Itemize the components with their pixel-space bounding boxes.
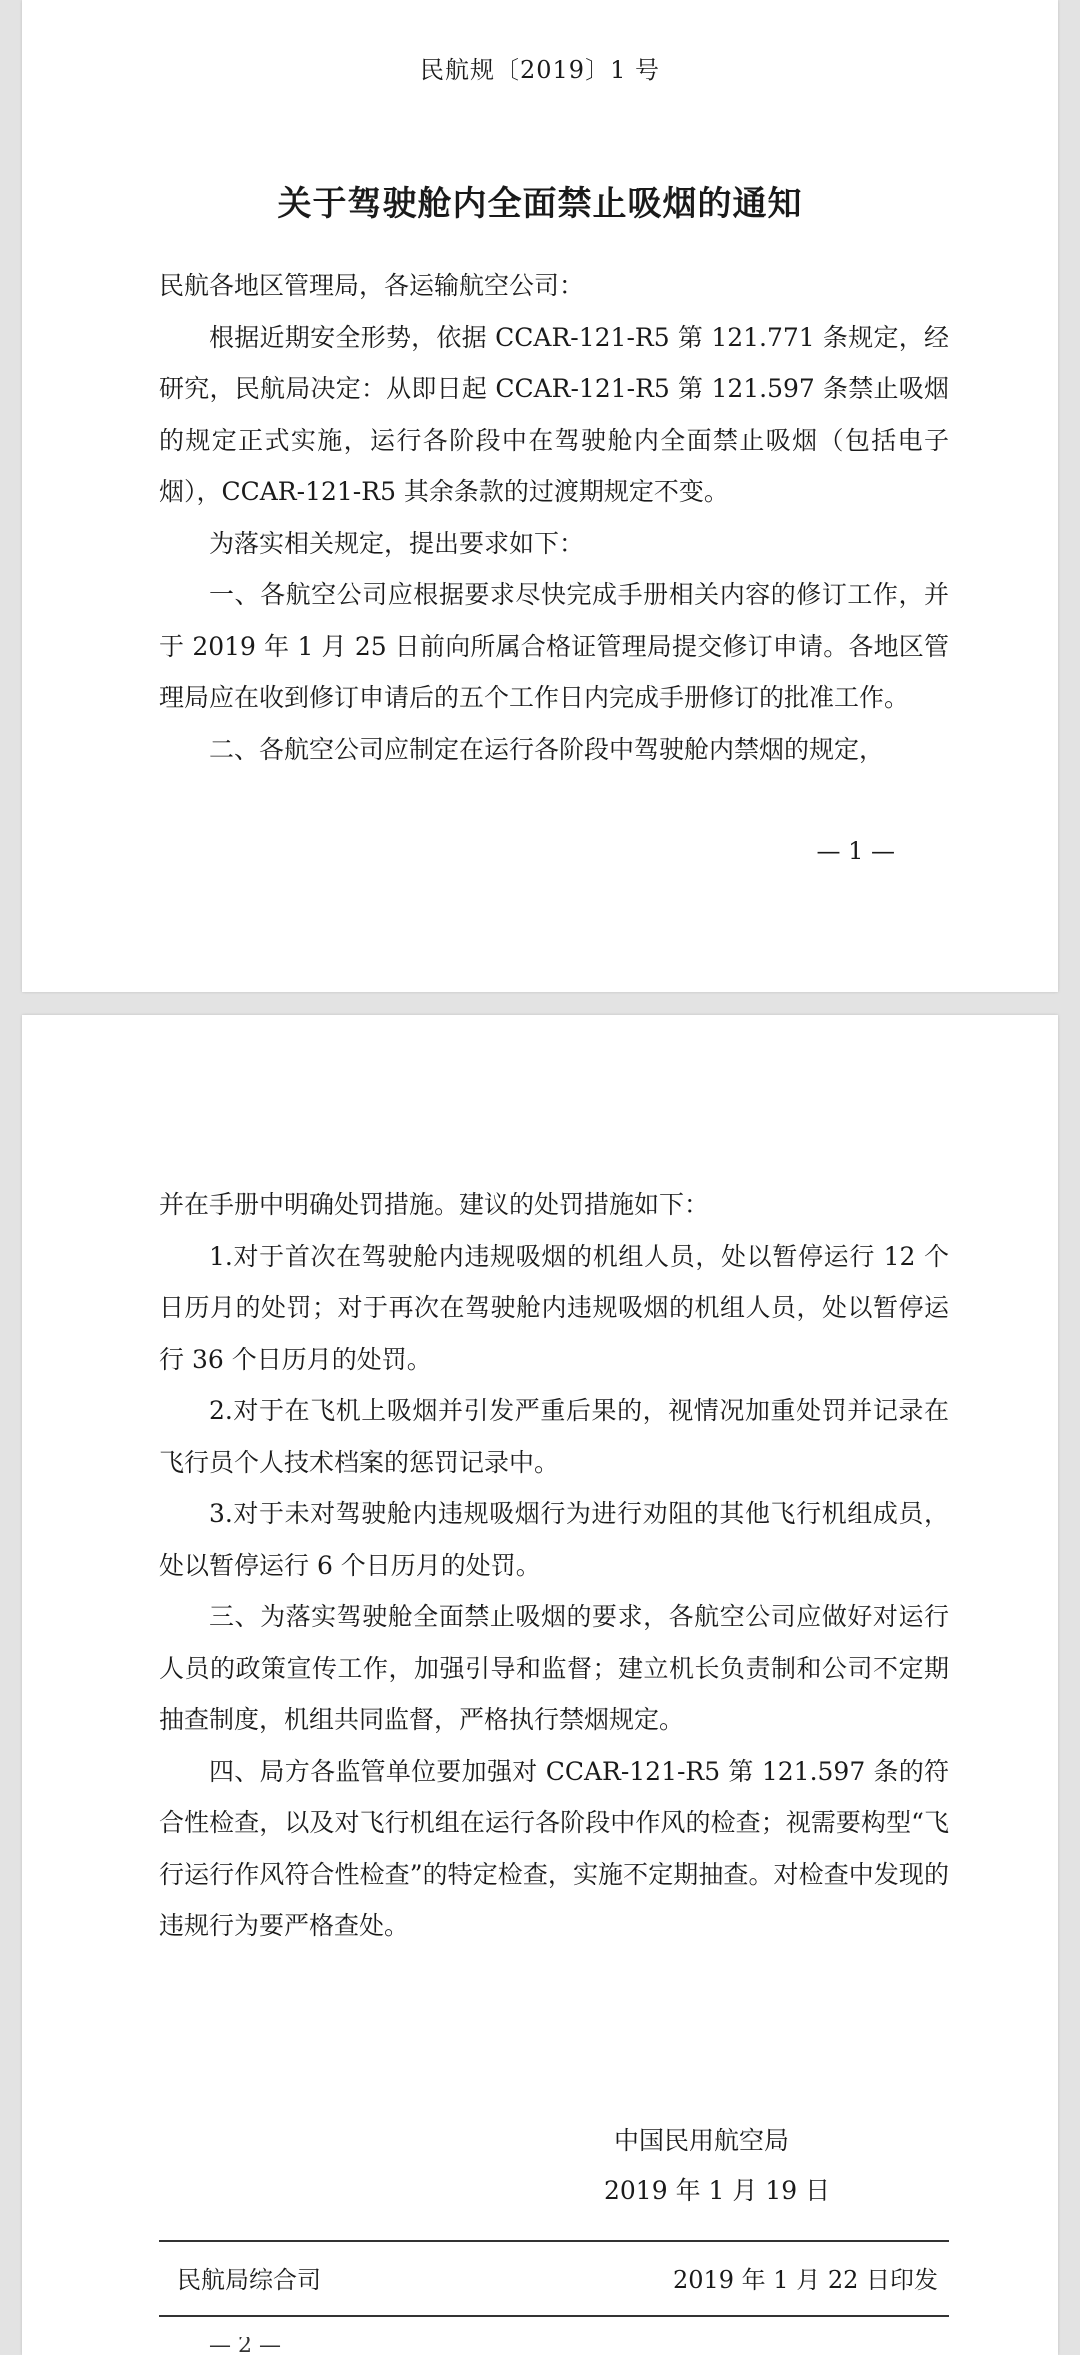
paragraph: 2.对于在飞机上吸烟并引发严重后果的，视情况加重处罚并记录在飞行员个人技术档案的惩罚记录中。	[159, 1396, 949, 1477]
paragraph: 1.对于首次在驾驶舱内违规吸烟的机组人员，处以暂停运行 12 个日历月的处罚；对于再次在驾驶舱内违规吸烟的机组人员，处以暂停运行 36 个日历月的处罚。	[159, 1241, 949, 1374]
document-title: 关于驾驶舱内全面禁止吸烟的通知	[277, 184, 803, 224]
footer-divider-top	[159, 2240, 949, 2242]
paragraph: 四、局方各监管单位要加强对 CCAR-121-R5 第 121.597 条的符合性检查，以及对飞行机组在运行各阶段中作风的检查；视需要构型“飞行运行作风符合性检查”的特定检查，实施不定期抽查。对检查中发现的违规行为要严格查处。	[159, 1756, 949, 1940]
document-page-1	[22, 0, 1058, 992]
document-number: 民航规〔2019〕1 号	[420, 56, 660, 84]
paragraph: 一、各航空公司应根据要求尽快完成手册相关内容的修订工作，并于 2019 年 1 月 25 日前向所属合格证管理局提交修订申请。各地区管理局应在收到修订申请后的五个工作日内完成手册修订的批准工作。	[159, 580, 949, 712]
signature-organization: 中国民用航空局	[614, 2126, 790, 2155]
print-date: 2019 年 1 月 22 日印发	[672, 2266, 938, 2294]
issuing-office: 民航局综合司	[177, 2266, 321, 2294]
salutation: 民航各地区管理局，各运输航空公司：	[159, 271, 585, 300]
page-number: — 1 —	[816, 837, 895, 865]
paragraph: 为落实相关规定，提出要求如下：	[209, 528, 585, 558]
footer-divider-bottom	[159, 2315, 949, 2317]
paragraph: 3.对于未对驾驶舱内违规吸烟行为进行劝阻的其他飞行机组成员，处以暂停运行 6 个日历月的处罚。	[159, 1499, 949, 1580]
paragraph: 三、为落实驾驶舱全面禁止吸烟的要求，各航空公司应做好对运行人员的政策宣传工作，加强引导和监督；建立机长负责制和公司不定期抽查制度，机组共同监督，严格执行禁烟规定。	[159, 1602, 949, 1734]
page-number: — 2 —	[209, 2337, 281, 2355]
signature-date: 2019 年 1 月 19 日	[604, 2176, 831, 2205]
paragraph: 二、各航空公司应制定在运行各阶段中驾驶舱内禁烟的规定，	[209, 734, 885, 764]
paragraph-continuation: 并在手册中明确处罚措施。建议的处罚措施如下：	[159, 1190, 710, 1219]
paragraph: 根据近期安全形势，依据 CCAR-121-R5 第 121.771 条规定，经研究，民航局决定：从即日起 CCAR-121-R5 第 121.597 条禁止吸烟的规定正式实施，运行各阶段中在驾驶舱内全面禁止吸烟（包括电子烟），CCAR-121-R5 其余条款的过渡期规定不变。	[159, 322, 949, 506]
document-page-2	[22, 1015, 1058, 2355]
document-body-1	[159, 260, 949, 775]
document-body-2	[159, 1179, 949, 1952]
